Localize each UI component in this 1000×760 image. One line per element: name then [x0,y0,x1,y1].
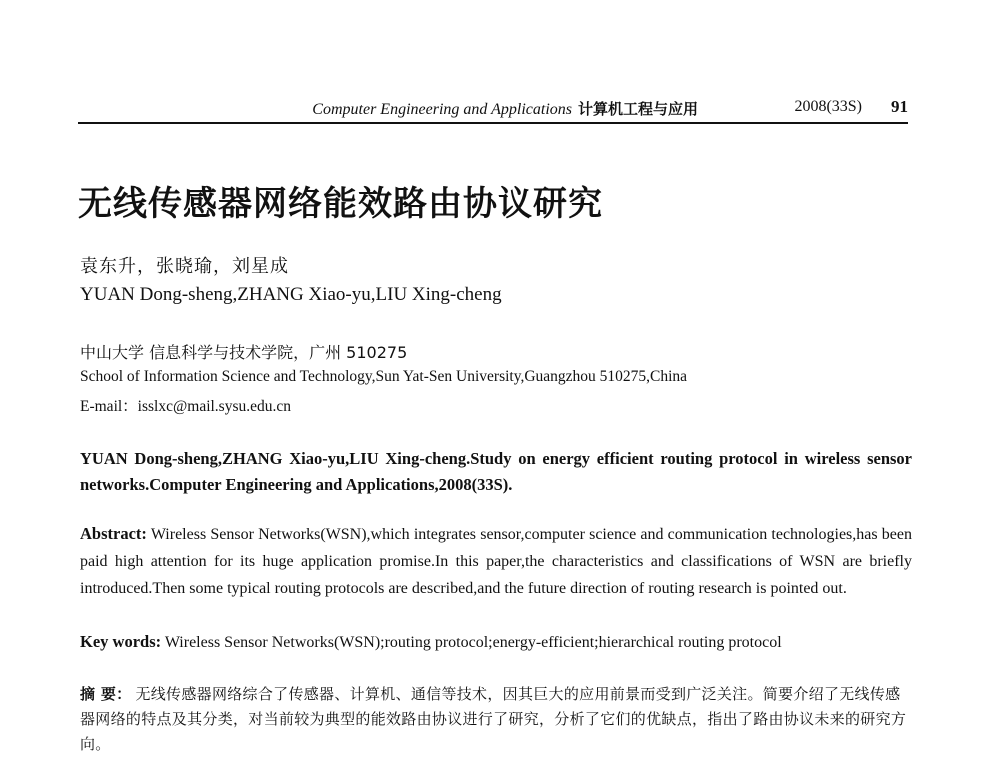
authors-en: YUAN Dong-sheng,ZHANG Xiao-yu,LIU Xing-cheng [80,284,502,305]
authors-cn: 袁东升，张晓瑜，刘星成 [80,256,289,277]
header-rule [78,122,908,124]
affiliation-cn: 中山大学 信息科学与技术学院，广州 510275 [80,343,408,362]
paper-title: 无线传感器网络能效路由协议研究 [78,184,603,224]
author-email: E-mail：isslxc@mail.sysu.edu.cn [80,398,292,415]
keywords [80,630,912,655]
keywords-text: Wireless Sensor Networks(WSN);routing protocol;energy-efficient;hierarchical routing protocol [164,634,782,651]
journal-name-cn: 计算机工程与应用 [577,100,698,118]
affiliation-en: School of Information Science and Technology,Sun Yat-Sen University,Guangzhou 510275,China [80,368,688,385]
abstract-cn-label: 摘 要： [80,685,132,703]
abstract-label: Abstract: [80,524,147,543]
journal-name [312,98,698,119]
running-header [78,96,908,120]
abstract-text: Wireless Sensor Networks(WSN),which integrates sensor,computer science and communication technologies,has been paid high attention for its huge application promise.In this paper,the characteristics and classifications of WSN are briefly introduced.Then some typical routing protocols are described,and the future direction of routing research is pointed out. [80,526,912,597]
journal-name-en: Computer Engineering and Applications [312,101,572,118]
abstract-cn [80,682,912,757]
page-number: 91 [891,97,908,116]
keywords-label: Key words: [80,632,162,651]
abstract-cn-text: 无线传感器网络综合了传感器、计算机、通信等技术，因其巨大的应用前景而受到广泛关注。简要介绍了无线传感器网络的特点及其分类，对当前较为典型的能效路由协议进行了研究，分析了它们的优缺点，指出了路由协议未来的研究方向。 [80,685,907,753]
abstract-en [80,520,912,602]
citation: YUAN Dong-sheng,ZHANG Xiao-yu,LIU Xing-cheng.Study on energy efficient routing protocol in wireless sensor networks.Computer Engineering and Applications,2008(33S). [80,449,912,494]
issue-number: 2008(33S) [794,98,862,115]
